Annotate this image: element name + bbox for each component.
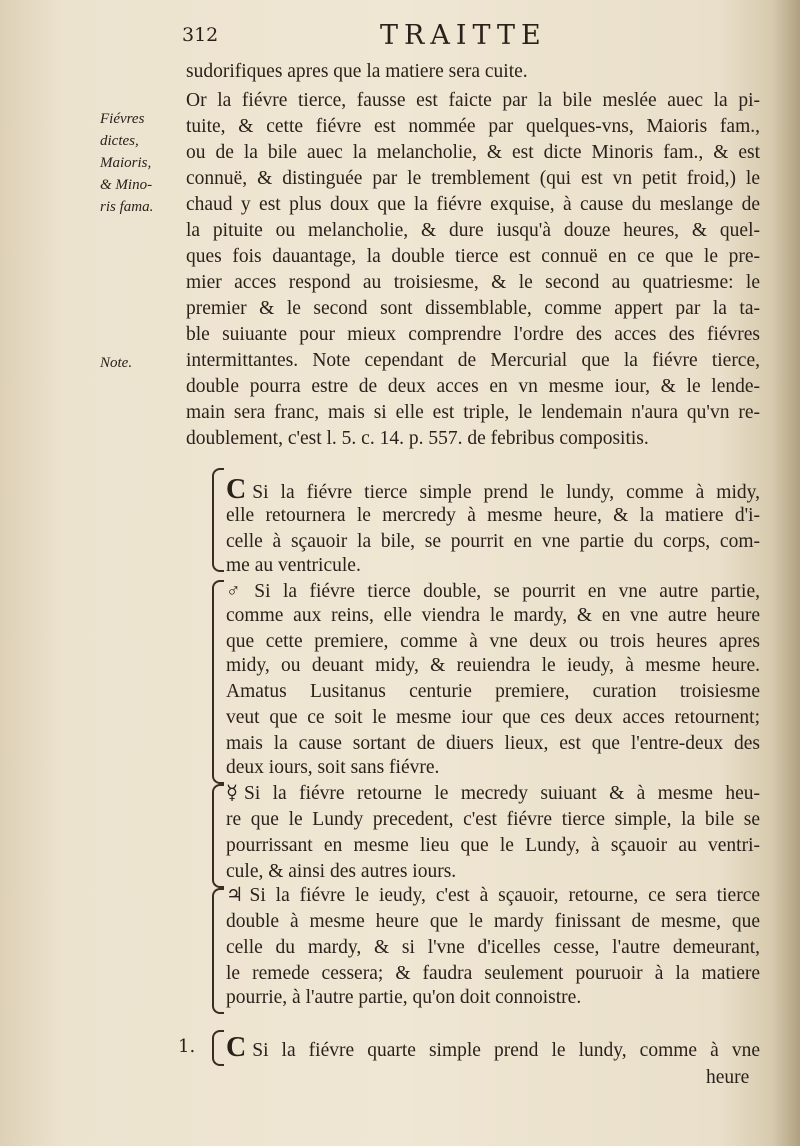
brace [212,1030,224,1066]
margin-note-line: Note. [100,355,133,371]
table-text: Si la fiévre tierce simple prend le lundy, comme à midy, [252,482,760,503]
body-line: intermittantes. Note cependant de Mercurial que la fiévre tierce, [186,350,760,371]
table-text: Si la fiévre retourne le mecredy suiuant & à mesme heu- [243,783,760,804]
body-line: doublement, c'est l. 5. c. 14. p. 557. de febribus compositis. [186,428,649,449]
table-line: mais la cause sortant de diuers lieux, est que l'entre-deux des [226,733,760,754]
symbol-c: C [226,1032,247,1063]
table-text: Si la fiévre le ieudy, c'est à sçauoir, retourne, ce sera tierce [249,885,760,906]
symbol-mercury: ☿ [226,783,238,804]
symbol-c: C [226,474,247,505]
catchword: heure [706,1067,750,1088]
body-line: chaud y est plus doux que la fiévre exquise, à cause du meslange de [186,194,760,215]
brace [212,888,224,1014]
table-line: veut que ce soit le mesme iour que ces deux acces retournent; [226,707,760,728]
table-line: le remede cessera; & faudra seulement pouruoir à la matiere [226,963,760,984]
table-line: cule, & ainsi des autres iours. [226,861,457,882]
table-line: double à mesme heure que le mardy finissant de mesme, que [226,911,760,932]
margin-note-fievres [100,108,153,218]
table-line: elle retournera le mercredy à mesme heure, & la matiere d'i- [226,505,760,526]
table-line: celle du mardy, & si l'vne d'icelles cesse, l'autre demeurant, [226,937,760,958]
table-line [226,580,760,604]
table-line: Amatus Lusitanus centurie premiere, curation troisiesme [226,681,760,702]
body-line: tuite, & cette fiévre est nommée par quelques-vns, Maioris fam., [186,116,760,137]
footnote-mark: 1. [178,1036,196,1057]
table-line: re que le Lundy precedent, c'est fiévre tierce simple, la bile se [226,809,760,830]
symbol-jupiter: ♃ [226,885,244,906]
margin-note-line: ris fama. [100,199,154,215]
margin-note-line: & Mino- [100,177,153,193]
brace [212,784,224,888]
table-line: que cette premiere, comme à vne deux ou trois heures apres [226,631,760,652]
table-line [226,782,760,806]
table-line [226,1032,760,1063]
running-title: TRAITTE [380,20,547,51]
table-line: comme aux reins, elle viendra le mardy, & en vne autre heure [226,605,760,626]
table-line: deux iours, soit sans fiévre. [226,757,440,778]
margin-note-line: dictes, [100,133,139,149]
body-line: double pourra estre de deux acces en vn mesme iour, & le lende- [186,376,760,397]
body-line: ques fois dauantage, la double tierce est connuë en ce que le pre- [186,246,760,267]
table-line: pourrissant en mesme lieu que le Lundy, à sçauoir au ventri- [226,835,760,856]
margin-note-line: Fiévres [100,111,145,127]
body-line: main sera franc, mais si elle est triple, le lendemain n'aura qu'vn re- [186,402,760,423]
gutter-shadow [772,0,800,1146]
body-line: ble suiuante pour mieux comprendre l'ordre des acces des fiévres [186,324,760,345]
margin-note-note [100,352,132,374]
body-line: ou de la bile auec la melancholie, & est dicte Minoris fam., & est [186,142,760,163]
table-line: midy, ou deuant midy, & reuiendra le ieudy, à mesme heure. [226,655,760,676]
body-line: Or la fiévre tierce, fausse est faicte par la bile meslée auec la pi- [186,90,760,111]
table-line: pourrie, à l'autre partie, qu'on doit connoistre. [226,987,582,1008]
table-line [226,884,760,908]
table-line: me au ventricule. [226,555,361,576]
table-text: Si la fiévre quarte simple prend le lundy, comme à vne [252,1040,760,1061]
table-text: Si la fiévre tierce double, se pourrit en vne autre partie, [254,581,761,602]
body-line: mier acces respond au troisiesme, & le second au quatriesme: le [186,272,760,293]
body-line: connuë, & distinguée par le tremblement (qui est vn petit froid,) le [186,168,760,189]
margin-note-line: Maioris, [100,155,152,171]
table-line [226,474,760,505]
table-line: celle à sçauoir la bile, se pourrit en vne partie du corps, com- [226,531,760,552]
body-line: premier & le second sont dissemblable, comme appert par la ta- [186,298,760,319]
brace [212,468,224,572]
body-line: la pituite ou melancholie, & dure iusqu'à douze heures, & quel- [186,220,760,241]
page-number: 312 [182,24,219,46]
brace [212,580,224,784]
symbol-mars: ♂ [226,581,249,602]
body-line: sudorifiques apres que la matiere sera cuite. [186,61,528,82]
